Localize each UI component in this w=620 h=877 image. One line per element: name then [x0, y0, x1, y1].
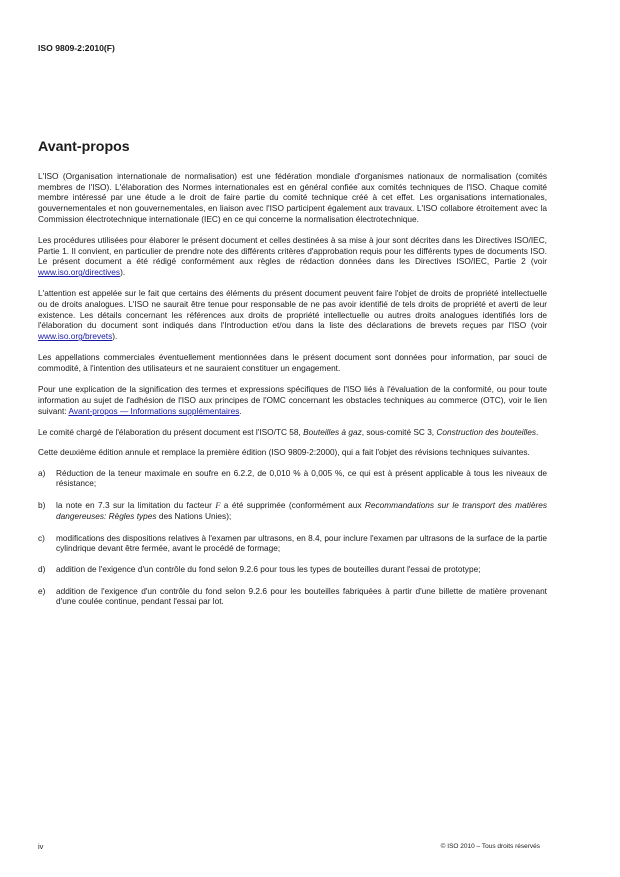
list-item-text: addition de l'exigence d'un contrôle du fond selon 9.2.6 pour tous les types de bouteilles durant l'essai de prototype;	[56, 564, 481, 575]
paragraph-text: ).	[112, 331, 118, 342]
list-item	[38, 586, 547, 607]
list-item	[38, 468, 547, 489]
list-marker: b)	[38, 499, 46, 510]
revisions-list	[38, 468, 547, 607]
subcommittee-title: Construction des bouteilles	[436, 426, 537, 437]
list-item	[38, 564, 547, 575]
paragraph-procedures	[38, 235, 547, 278]
paragraph-committee	[38, 427, 547, 438]
directives-link[interactable]: www.iso.org/directives	[38, 267, 121, 278]
un-recommendations-title: Recommandations sur le transport des matières dangereuses: Règles types	[56, 499, 547, 522]
brevets-link[interactable]: www.iso.org/brevets	[38, 331, 113, 342]
list-item-text: addition de l'exigence d'un contrôle du fond selon 9.2.6 pour les bouteilles fabriquées à partir d'une billette de matière provenant d'une coulée continue, pendant l'essai par lot.	[56, 585, 547, 607]
list-marker: c)	[38, 532, 45, 543]
document-id-header: ISO 9809-2:2010(F)	[38, 43, 115, 53]
list-item-text: Réduction de la teneur maximale en soufre en 6.2.2, de 0,010 % à 0,005 %, ce qui est à présent applicable à tous les niveaux de résistance;	[56, 467, 547, 489]
paragraph-patent-rights	[38, 288, 547, 342]
committee-title: Bouteilles à gaz	[303, 426, 362, 437]
list-marker: d)	[38, 564, 46, 575]
paragraph-conformity	[38, 384, 547, 416]
paragraph-text: Le comité chargé de l'élaboration du présent document est l'ISO/TC 58,	[38, 426, 304, 437]
copyright-notice: © ISO 2010 – Tous droits réservés	[440, 843, 540, 850]
paragraph-text: Pour une explication de la signification des termes et expressions spécifiques de l'ISO liés à l'évaluation de la conformité, ou pour toute information au sujet de l'adhésion de l'ISO aux principes de l'OMC concernant les obstacles techniques au commerce (OTC), voir le lien suivant:	[38, 384, 547, 416]
paragraph-text: Les procédures utilisées pour élaborer le présent document et celles destinées à sa mise à jour sont décrites dans les Directives ISO/IEC, Partie 1. Il convient, en particulier de prendre note des différents critères d'approbation requis pour les différents types de documents ISO. Le présent document a été rédigé conformément aux règles de rédaction données dans les Directives ISO/IEC, Partie 2 (voir	[38, 235, 547, 267]
foreword-body	[38, 171, 547, 618]
paragraph-text: .	[239, 405, 242, 416]
paragraph-iso-intro: L'ISO (Organisation internationale de normalisation) est une fédération mondiale d'organismes nationaux de normalisation (comités membres de l'ISO). L'élaboration des Normes internationales est en général confiée aux comités techniques de l'ISO. Chaque comité membre intéressé par une étude a le droit de faire partie du comité technique créé à cet effet. Les organisations internationales, gouvernementales et non gouvernementales, en liaison avec l'ISO participent également aux travaux. L'ISO collabore étroitement avec la Commission électrotechnique internationale (IEC) en ce qui concerne la normalisation électrotechnique.	[38, 171, 547, 224]
paragraph-text: ).	[120, 267, 126, 278]
list-marker: e)	[38, 585, 46, 596]
paragraph-text: .	[536, 426, 539, 437]
list-item-text: a été supprimée (conformément aux	[220, 499, 365, 510]
list-item-text: des Nations Unies);	[156, 511, 232, 522]
list-item	[38, 500, 547, 522]
list-marker: a)	[38, 467, 46, 478]
list-item-text: la note en 7.3 sur la limitation du facteur	[56, 499, 216, 510]
page-number: iv	[38, 842, 44, 851]
list-item	[38, 533, 547, 554]
list-item-text: modifications des dispositions relatives à l'examen par ultrasons, en 8.4, pour inclure l'examen par ultrasons de la surface de la partie cylindrique devant être fermée, avant le procédé de formage;	[56, 532, 547, 554]
paragraph-trade-names: Les appellations commerciales éventuellement mentionnées dans le présent document sont données pour information, par souci de commodité, à l'intention des utilisateurs et ne sauraient constituer un engagement.	[38, 352, 547, 374]
supplementary-info-link[interactable]: Avant-propos — Informations supplémentaires	[68, 405, 240, 416]
variable-f: F	[215, 500, 221, 510]
section-title: Avant-propos	[38, 139, 130, 155]
paragraph-edition: Cette deuxième édition annule et remplace la première édition (ISO 9809-2:2000), qui a fait l'objet des révisions techniques suivantes.	[38, 446, 530, 457]
paragraph-text: L'attention est appelée sur le fait que certains des éléments du présent document peuvent faire l'objet de droits de propriété intellectuelle ou de droits analogues. L'ISO ne saurait être tenue pour responsable de ne pas avoir identifié de tels droits de propriété et averti de leur existence. Les détails concernant les références aux droits de propriété intellectuelle ou autres droits analogues identifiés lors de l'élaboration du document sont indiqués dans l'Introduction et/ou dans la liste des déclarations de brevets reçues par l'ISO (voir	[38, 288, 547, 331]
paragraph-text: , sous-comité SC 3,	[361, 426, 437, 437]
